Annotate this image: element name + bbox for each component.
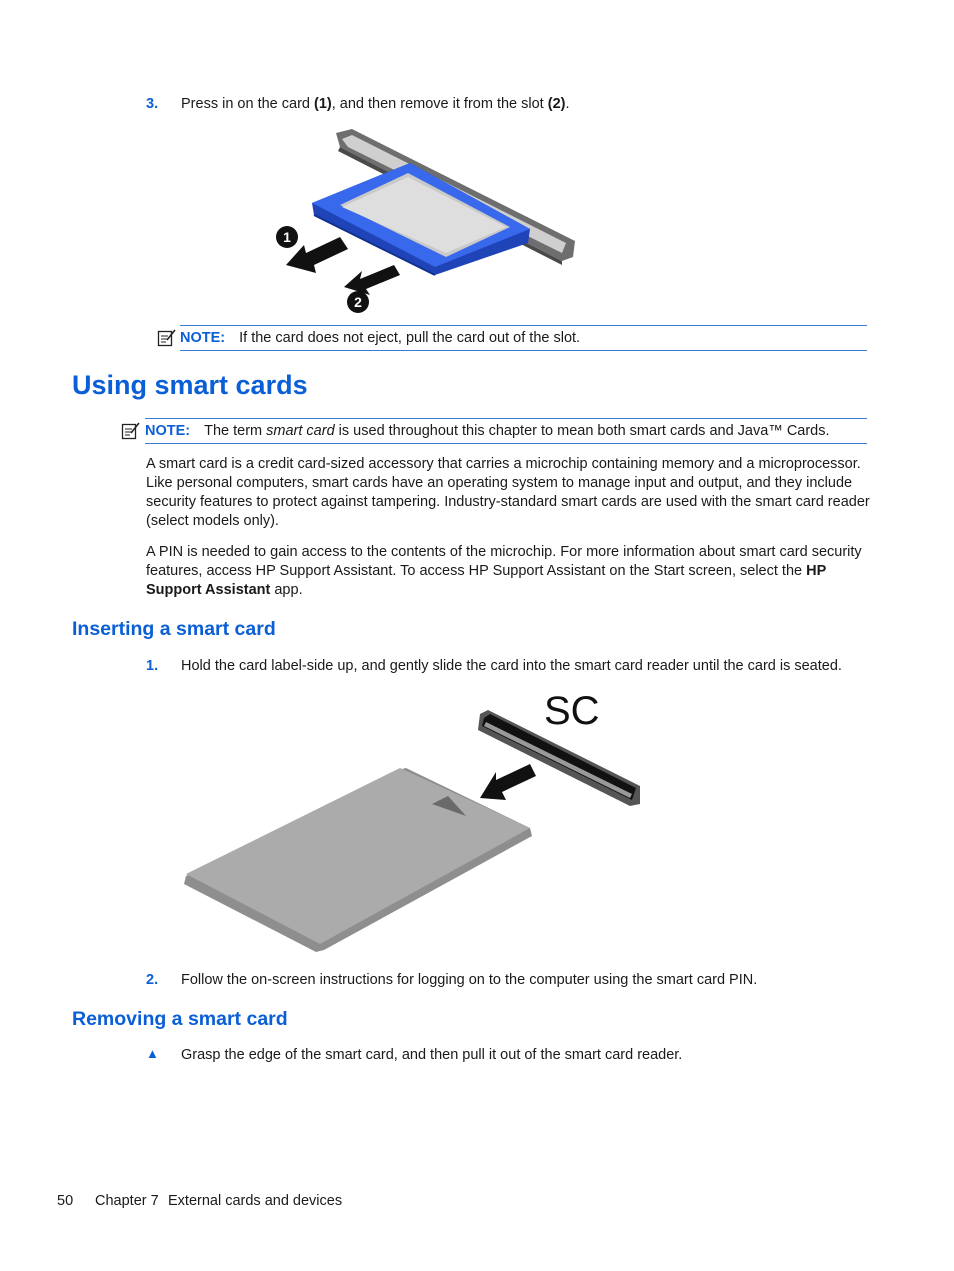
note-text: If the card does not eject, pull the card out of the slot.	[239, 330, 581, 346]
step-text: Follow the on-screen instructions for logging on to the computer using the smart card PIN.	[181, 972, 758, 988]
chapter-number: Chapter 7	[95, 1193, 159, 1209]
note-box	[145, 418, 867, 444]
note-text: The term smart card is used throughout this chapter to mean both smart cards and Java™ Cards.	[204, 423, 830, 439]
remove-arrow	[344, 265, 400, 295]
step-text: Grasp the edge of the smart card, and then pull it out of the smart card reader.	[181, 1047, 683, 1063]
page-number: 50	[57, 1193, 74, 1209]
chapter-title: External cards and devices	[168, 1193, 343, 1209]
svg-text:2: 2	[354, 294, 362, 310]
subsection-title-inserting: Inserting a smart card	[72, 618, 276, 640]
step-text: Press in on the card (1), and then remove it from the slot (2).	[181, 96, 570, 112]
callout-1	[276, 226, 298, 248]
note-icon	[157, 328, 177, 348]
subsection-title-removing: Removing a smart card	[72, 1008, 288, 1030]
svg-text:1: 1	[283, 229, 291, 245]
step-number: 2.	[146, 972, 159, 988]
note-label: NOTE:	[180, 330, 226, 346]
note-box	[180, 325, 867, 351]
paragraph-smart-card-description: A smart card is a credit card-sized accessory that carries a microchip containing memory and a microprocessor. Like personal computers, smart cards have an operating system to manage input and output, and they include security features to protect against tampering. Industry-standard smart cards are used with the smart card reader (select models only).	[146, 456, 870, 529]
note-icon	[121, 421, 141, 441]
step-text: Hold the card label-side up, and gently slide the card into the smart card reader until the card is seated.	[181, 658, 842, 674]
paragraph-pin-info: A PIN is needed to gain access to the contents of the microchip. For more information about smart card security features, access HP Support Assistant. To access HP Support Assistant on the Start screen, select the HP Support Assistant app.	[146, 544, 862, 598]
smart-card-insert-illustration	[180, 688, 650, 956]
smart-card	[184, 768, 532, 952]
sd-card-eject-illustration	[270, 125, 590, 320]
section-title: Using smart cards	[72, 370, 308, 400]
triangle-bullet-icon: ▲	[146, 1046, 159, 1061]
step-number: 1.	[146, 658, 159, 674]
step-number: 3.	[146, 96, 159, 112]
reader-label: SC	[544, 689, 600, 733]
sd-card	[312, 163, 530, 275]
note-label: NOTE:	[145, 423, 191, 439]
callout-2	[347, 291, 369, 313]
insert-arrow	[480, 764, 536, 800]
